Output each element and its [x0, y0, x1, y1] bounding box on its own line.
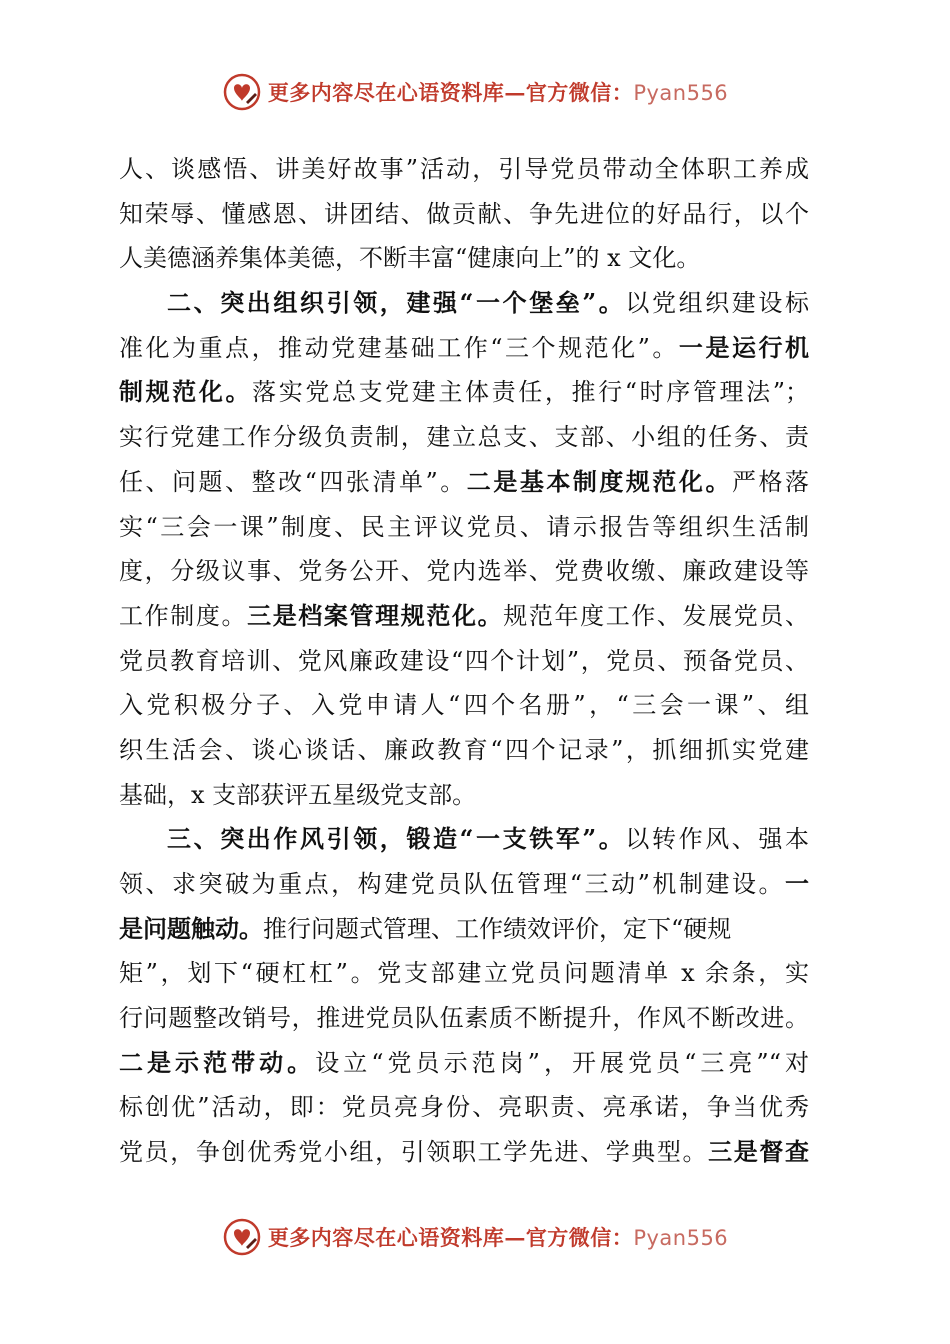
watermark-brand: 更多内容尽在心语资料库	[267, 80, 505, 105]
text-line	[119, 326, 809, 371]
text-line	[119, 415, 809, 460]
text-line	[119, 907, 809, 952]
watermark-brand: 更多内容尽在心语资料库	[267, 1225, 505, 1250]
document-body	[119, 147, 809, 1175]
text-line	[119, 728, 809, 773]
text-line	[119, 1041, 809, 1086]
body-text: 实“三会一课”制度、民主评议党员、请示报告等组织生活制	[119, 512, 809, 541]
bold-heading-text: 一	[785, 869, 809, 898]
watermark-account: Pyan556	[633, 1226, 729, 1250]
bold-heading-text: 二、突出组织引领，建强“一个堡垒”。	[167, 288, 626, 318]
text-line	[119, 147, 809, 192]
body-text: 知荣辱、懂感恩、讲团结、做贡献、争先进位的好品行，以个	[119, 199, 809, 228]
text-line	[119, 639, 809, 684]
text-line	[119, 773, 809, 818]
watermark-official: 官方微信：	[525, 80, 634, 105]
text-line	[119, 683, 809, 728]
body-text: 工作制度。	[119, 601, 248, 630]
text-line	[119, 996, 809, 1041]
header-watermark	[0, 70, 950, 114]
watermark-official: 官方微信：	[525, 1225, 634, 1250]
watermark-dash: —	[504, 1225, 526, 1250]
text-line	[119, 192, 809, 237]
body-text: 规范年度工作、发展党员、	[503, 601, 810, 630]
bold-heading-text: 三是督查	[708, 1137, 810, 1167]
body-text: 准化为重点，推动党建基础工作“三个规范化”。	[119, 333, 679, 362]
watermark-text	[268, 1222, 728, 1252]
bold-heading-text: 三、突出作风引领，锻造“一支铁军”。	[167, 824, 626, 854]
paragraph	[119, 817, 809, 1175]
text-line	[119, 862, 809, 907]
body-text: 人、谈感悟、讲美好故事”活动，引导党员带动全体职工养成	[119, 155, 809, 183]
text-line	[119, 1130, 809, 1175]
bold-heading-text: 三是档案管理规范化。	[247, 600, 504, 630]
text-line	[119, 1085, 809, 1130]
footer-watermark	[0, 1215, 950, 1259]
body-text: 人美德涵养集体美德，不断丰富“健康向上”的 x 文化。	[119, 244, 701, 273]
bold-heading-text: 制规范化。	[119, 377, 253, 407]
body-text: 以转作风、强本	[625, 825, 810, 854]
body-text: 度，分级议事、党务公开、党内选举、党费收缴、廉政建设等	[119, 557, 809, 586]
body-text: 以党组织建设标	[625, 289, 810, 318]
text-line	[119, 460, 809, 505]
body-text: 矩”，划下“硬杠杠”。党支部建立党员问题清单 x 余条，实	[119, 959, 809, 988]
body-text: 行问题整改销号，推进党员队伍素质不断提升，作风不断改进。	[119, 1004, 809, 1033]
text-line	[119, 281, 809, 326]
text-line	[119, 594, 809, 639]
heart-pen-logo-icon	[222, 1217, 262, 1257]
bold-heading-text: 一是运行机	[678, 332, 809, 362]
body-text: 落实党总支党建主体责任，推行“时序管理法”；	[252, 378, 809, 407]
body-text: 设立“党员示范岗”，开展党员“三亮”“对	[315, 1048, 809, 1077]
body-text: 任、问题、整改“四张清单”。	[119, 467, 467, 496]
bold-heading-text: 是问题触动。	[119, 913, 263, 943]
body-text: 实行党建工作分级负责制，建立总支、支部、小组的任务、责	[119, 423, 809, 452]
body-text: 严格落	[731, 467, 810, 496]
text-line	[119, 549, 809, 594]
body-text: 领、求突破为重点，构建党员队伍管理“三动”机制建设。	[119, 870, 785, 898]
heart-pen-logo-icon	[222, 72, 262, 112]
text-line	[119, 505, 809, 550]
bold-heading-text: 二是示范带动。	[119, 1047, 316, 1077]
body-text: 推行问题式管理、工作绩效评价，定下“硬规	[263, 914, 732, 943]
text-line	[119, 370, 809, 415]
body-text: 入党积极分子、入党申请人“四个名册”，“三会一课”、组	[119, 691, 809, 720]
body-text: 标创优”活动，即：党员亮身份、亮职责、亮承诺，争当优秀	[119, 1093, 809, 1122]
text-line	[119, 951, 809, 996]
body-text: 基础，x 支部获评五星级党支部。	[119, 780, 477, 809]
text-line	[119, 236, 809, 281]
body-text: 党员，争创优秀党小组，引领职工学先进、学典型。	[119, 1138, 709, 1167]
bold-heading-text: 二是基本制度规范化。	[466, 466, 732, 496]
watermark-text	[268, 77, 728, 107]
paragraph	[119, 281, 809, 817]
body-text: 织生活会、谈心谈话、廉政教育“四个记录”，抓细抓实党建	[119, 735, 809, 764]
text-line	[119, 817, 809, 862]
paragraph	[119, 147, 809, 281]
watermark-account: Pyan556	[633, 81, 729, 105]
watermark-dash: —	[504, 80, 526, 105]
body-text: 党员教育培训、党风廉政建设“四个计划”，党员、预备党员、	[119, 646, 809, 675]
